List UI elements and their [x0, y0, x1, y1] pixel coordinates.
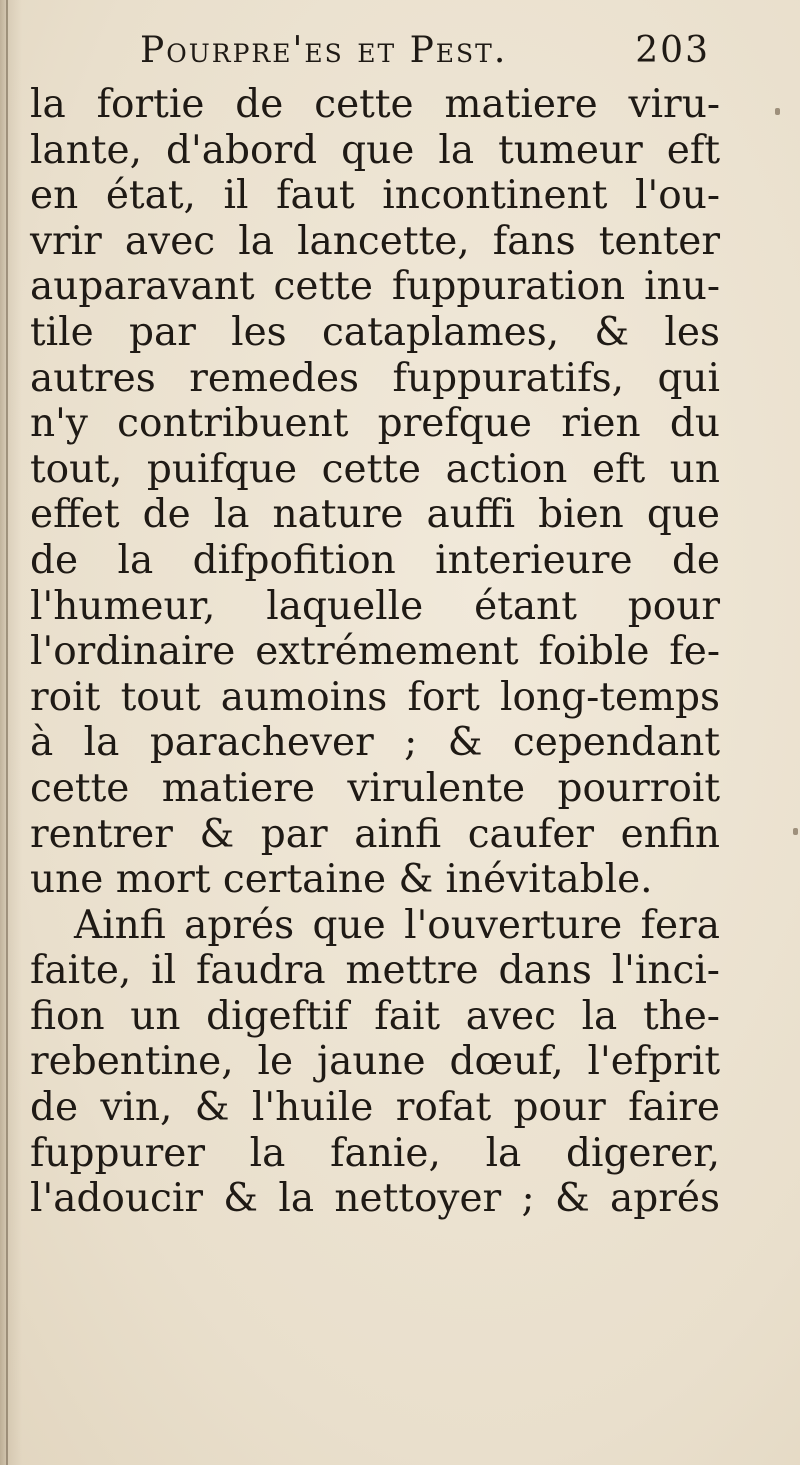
text-line: roit tout aumoins fort long-temps [30, 674, 720, 720]
text-line: auparavant cette fuppuration inu- [30, 264, 720, 310]
text-line: de vin, & l'huile rofat pour faire [30, 1085, 720, 1131]
text-line: autres remedes fuppuratifs, qui [30, 355, 720, 401]
text-line: fion un digeftif fait avec la the- [30, 993, 720, 1039]
text-line: l'adoucir & la nettoyer ; & aprés [30, 1176, 720, 1222]
body-text [30, 82, 720, 1222]
paper-speck [775, 108, 780, 115]
running-title: Pourpre'es et Pest. [140, 30, 508, 71]
paragraph-start-line: Ainfi aprés que l'ouverture fera [74, 902, 720, 948]
text-line: cette matiere virulente pourroit [30, 765, 720, 811]
text-line: lante, d'abord que la tumeur eft [30, 127, 720, 173]
text-line: rentrer & par ainfi caufer enfin [30, 811, 720, 857]
text-line: n'y contribuent prefque rien du [30, 401, 720, 447]
text-line: tout, puifque cette action eft un [30, 446, 720, 492]
text-line: l'ordinaire extrémement foible fe- [30, 629, 720, 675]
text-line: l'humeur, laquelle étant pour [30, 583, 720, 629]
text-line: en état, il faut incontinent l'ou- [30, 173, 720, 219]
text-line: tile par les cataplames, & les [30, 309, 720, 355]
text-line: effet de la nature auffi bien que [30, 492, 720, 538]
text-line: de la difpofition interieure de [30, 537, 720, 583]
binding-gutter [6, 0, 8, 1465]
running-header [140, 30, 710, 80]
text-line: la fortie de cette matiere viru- [30, 82, 720, 127]
text-line: faite, il faudra mettre dans l'inci- [30, 948, 720, 994]
text-line: vrir avec la lancette, fans tenter [30, 218, 720, 264]
text-line: à la parachever ; & cependant [30, 720, 720, 766]
paper-speck [793, 828, 798, 835]
text-line: rebentine, le jaune dœuf, l'efprit [30, 1039, 720, 1085]
page-number: 203 [635, 30, 710, 71]
paragraph-end-line: une mort certaine & inévitable. [30, 857, 653, 903]
text-line: fuppurer la fanie, la digerer, [30, 1130, 720, 1176]
